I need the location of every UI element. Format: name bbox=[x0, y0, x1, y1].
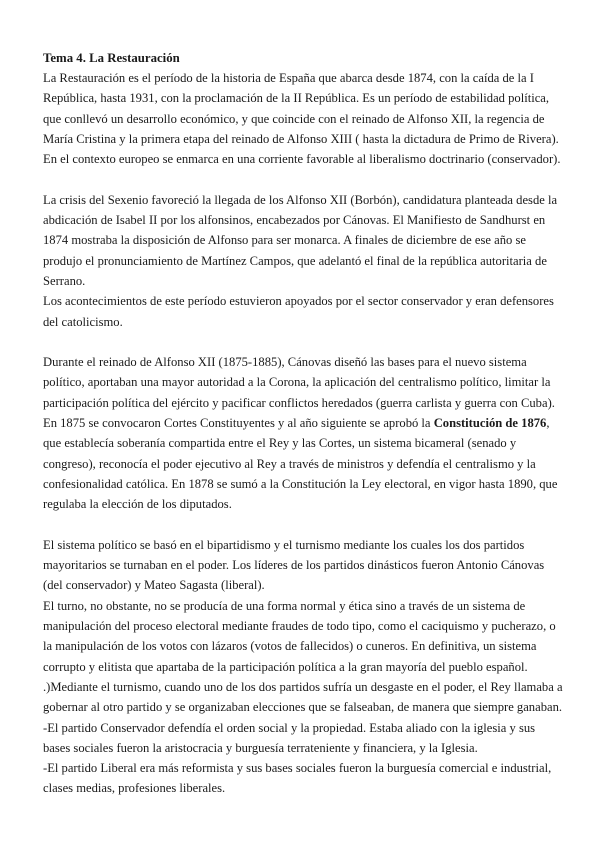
paragraph-desgaste: .)Mediante el turnismo, cuando uno de los dos partidos sufría un desgaste en el poder, el Rey llamaba a gobernar al otro partido y se organizaban elecciones que se falseaban, de manera que siempre ganaban. bbox=[43, 679, 563, 715]
document-body bbox=[43, 68, 565, 799]
paragraph-turno: El turno, no obstante, no se producía de una forma normal y ética sino a través de un sistema de manipulación del proceso electoral mediante fraudes de todo tipo, como el caciquismo y pucherazo, o la manipulación de los votos con lázaros (votos de fallecidos) o cuneros. En definitiva, un sistema corrupto y elitista que apartaba de la participación política a la gran mayoría del pueblo español. bbox=[43, 598, 556, 674]
paragraph-conservador: -El partido Conservador defendía el orden social y la propiedad. Estaba aliado con la iglesia y sus bases sociales fueron la aristocracia y burguesía terrateniente y financiera, y la Iglesia. bbox=[43, 720, 536, 755]
constitucion-highlight: Constitución de 1876 bbox=[433, 416, 547, 431]
constitucion-text-post: , que establecía soberanía compartida entre el Rey y las Cortes, un sistema bicameral (senado y congreso), reconocía el poder ejecutivo al Rey a través de ministros y defendía el centralismo y la confesionalidad católica. En 1878 se sumó a la Constitución la Ley electoral, en vigor hasta 1890, que regulaba la elección de los diputados. bbox=[43, 416, 558, 512]
paragraph-sexenio: La crisis del Sexenio favoreció la llegada de los Alfonso XII (Borbón), candidatura planteada desde la abdicación de Isabel II por los alfonsinos, encabezados por Cánovas. El Manifiesto de Sandhurst en 1874 mostraba la disposición de Alfonso para ser monarca. A finales de diciembre de ese año se produjo el pronunciamiento de Martínez Campos, que adelantó el final de la república autoritaria de Serrano. bbox=[43, 192, 558, 288]
spacer bbox=[43, 515, 565, 535]
spacer bbox=[43, 332, 565, 352]
page-title: Tema 4. La Restauración bbox=[43, 51, 180, 65]
constitucion-text-pre: En 1875 se convocaron Cortes Constituyentes y al año siguiente se aprobó la bbox=[43, 416, 431, 431]
spacer bbox=[43, 169, 565, 189]
paragraph-liberal: -El partido Liberal era más reformista y sus bases sociales fueron la burguesía comercial e industrial, clases medias, profesiones liberales. bbox=[43, 761, 552, 796]
paragraph-intro: La Restauración es el período de la historia de España que abarca desde 1874, con la caída de la I República, hasta 1931, con la proclamación de la II República. Es un período de estabilidad política, que conllevó un desarrollo económico, y que coincide con el reinado de Alfonso XII, la regencia de María Cristina y la primera etapa del reinado de Alfonso XIII ( hasta la dictadura de Primo de Rivera). En el contexto europeo se enmarca en una corriente favorable al liberalismo doctrinario (conservador). bbox=[43, 71, 561, 167]
paragraph-reinado: Durante el reinado de Alfonso XII (1875-1885), Cánovas diseñó las bases para el nuevo sistema político, aportaban una mayor autoridad a la Corona, la aplicación del centralismo político, limitar la participación política del ejército y pacificar conflictos heredados (guerra carlista y guerra con Cuba). bbox=[43, 355, 555, 410]
paragraph-constitucion bbox=[43, 413, 565, 514]
paragraph-apoyos: Los acontecimientos de este período estuvieron apoyados por el sector conservador y eran defensores del catolicismo. bbox=[43, 294, 554, 329]
paragraph-bipartidismo: El sistema político se basó en el bipartidismo y el turnismo mediante los cuales los dos partidos mayoritarios se turnaban en el poder. Los líderes de los partidos dinásticos fueron Antonio Cánovas (del conservador) y Mateo Sagasta (liberal). bbox=[43, 537, 545, 593]
